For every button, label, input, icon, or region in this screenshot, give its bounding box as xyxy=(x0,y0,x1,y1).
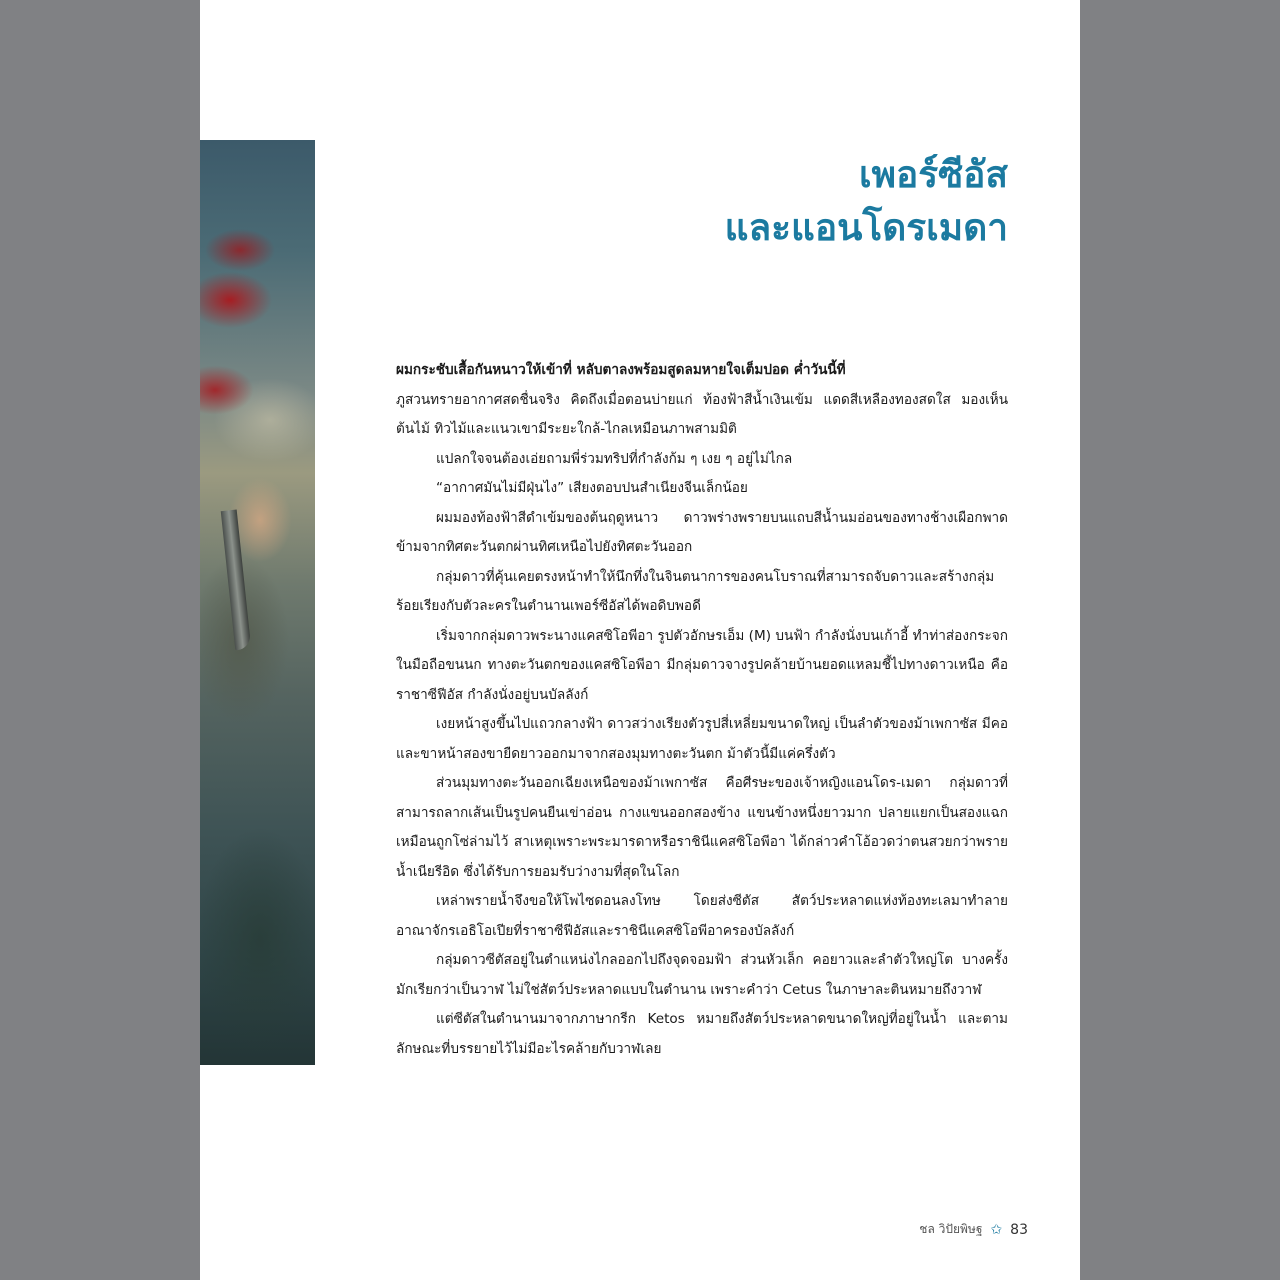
paragraph: ส่วนมุมทางตะวันออกเฉียงเหนือของม้าเพกาซัส คือศีรษะของเจ้าหญิงแอนโดร-เมดา กลุ่มดาวที่สามารถลากเส้นเป็นรูปคนยืนเข่าอ่อน กางแขนออกสองข้าง แขนข้างหนึ่งยาวมาก ปลายแยกเป็นสองแฉกเหมือนถูกโซ่ล่ามไว้ สาเหตุเพราะพระมารดาหรือราชินีแคสซิโอพีอา ได้กล่าวคำโอ้อวดว่าตนสวยกว่าพรายน้ำเนียรีอิด ซึ่งได้รับการยอมรับว่างามที่สุดในโลก xyxy=(396,775,1008,880)
painting-image xyxy=(200,140,315,1065)
paragraph: เริ่มจากกลุ่มดาวพระนางแคสซิโอพีอา รูปตัวอักษรเอ็ม (M) บนฟ้า กำลังนั่งบนเก้าอี้ ทำท่าส่องกระจก ในมือถือขนนก ทางตะวันตกของแคสซิโอพีอา มีกลุ่มดาวจางรูปคล้ายบ้านยอดแหลมชี้ไปทางดาวเหนือ คือราชาซีฟีอัส กำลังนั่งอยู่บนบัลลังก์ xyxy=(396,627,1008,703)
page-title xyxy=(725,148,1008,254)
paragraph: เงยหน้าสูงขึ้นไปแถวกลางฟ้า ดาวสว่างเรียงตัวรูปสี่เหลี่ยมขนาดใหญ่ เป็นลำตัวของม้าเพกาซัส มีคอและขาหน้าสองขายืดยาวออกมาจากสองมุมทางตะวันตก ม้าตัวนี้มีแค่ครึ่งตัว xyxy=(396,716,1008,762)
paragraph: กลุ่มดาวที่คุ้นเคยตรงหน้าทำให้นึกทึ่งในจินตนาการของคนโบราณที่สามารถจับดาวและสร้างกลุ่มร้อยเรียงกับตัวละครในตำนานเพอร์ซีอัสได้พอดิบพอดี xyxy=(396,568,995,614)
book-page xyxy=(200,0,1080,1280)
lead-sentence: ผมกระชับเสื้อกันหนาวให้เข้าที่ หลับตาลงพร้อมสูดลมหายใจเต็มปอด ค่ำวันนี้ที่ xyxy=(396,362,846,378)
paragraph-1 xyxy=(396,356,1008,445)
paragraph: แต่ซีตัสในตำนานมาจากภาษากรีก Ketos หมายถึงสัตว์ประหลาดขนาดใหญ่ที่อยู่ในน้ำ และตามลักษณะที่บรรยายไว้ไม่มีอะไรคล้ายกับวาฬเลย xyxy=(396,1011,1008,1057)
star-icon: ✩ xyxy=(990,1221,1003,1238)
footer-author: ชล วิปัยพิษฐ xyxy=(919,1222,983,1236)
paragraph-1-rest: ภูสวนทรายอากาศสดชื่นจริง คิดถึงเมื่อตอนบ่ายแก่ ท้องฟ้าสีน้ำเงินเข้ม แดดสีเหลืองทองสดใส มองเห็นต้นไม้ ทิวไม้และแนวเขามีระยะใกล้-ไกลเหมือนภาพสามมิติ xyxy=(396,391,1008,437)
page-number: 83 xyxy=(1010,1221,1028,1238)
page-footer xyxy=(919,1220,1028,1239)
paragraph: ผมมองท้องฟ้าสีดำเข้มของต้นฤดูหนาว ดาวพร่างพรายบนแถบสีน้ำนมอ่อนของทางช้างเผือกพาดข้ามจากทิศตะวันตกผ่านทิศเหนือไปยังทิศตะวันออก xyxy=(396,509,1008,555)
paragraph: “อากาศมันไม่มีฝุ่นไง” เสียงตอบปนสำเนียงจีนเล็กน้อย xyxy=(436,480,748,496)
sword-illustration xyxy=(221,510,252,651)
title-line-1: เพอร์ซีอัส xyxy=(858,152,1008,196)
paragraph: เหล่าพรายน้ำจึงขอให้โพไซดอนลงโทษ โดยส่งซีตัส สัตว์ประหลาดแห่งท้องทะเลมาทำลายอาณาจักรเอธิโอเปียที่ราชาซีฟีอัสและราชินีแคสซิโอพีอาครองบัลลังก์ xyxy=(396,893,1008,939)
paragraph: แปลกใจจนต้องเอ่ยถามพี่ร่วมทริปที่กำลังก้ม ๆ เงย ๆ อยู่ไม่ไกล xyxy=(436,450,793,467)
paragraph: กลุ่มดาวซีตัสอยู่ในตำแหน่งไกลออกไปถึงจุดจอมฟ้า ส่วนหัวเล็ก คอยาวและลำตัวใหญ่โต บางครั้งมักเรียกว่าเป็นวาฬ ไม่ใช่สัตว์ประหลาดแบบในตำนาน เพราะคำว่า Cetus ในภาษาละตินหมายถึงวาฬ xyxy=(396,952,1008,998)
body-text xyxy=(396,356,1008,1064)
title-line-2: และแอนโดรเมดา xyxy=(724,205,1008,249)
